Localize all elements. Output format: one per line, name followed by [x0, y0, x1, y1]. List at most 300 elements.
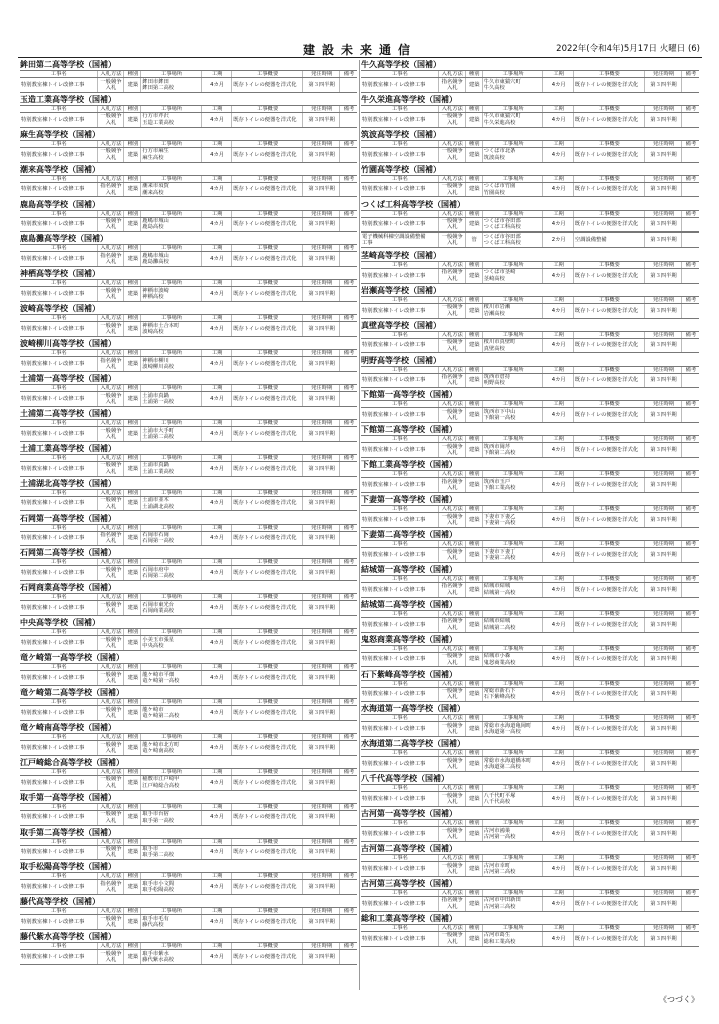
school-block: [361, 495, 699, 530]
cell-note: [340, 218, 357, 232]
cell-kind-text: 建築: [127, 570, 139, 577]
cell-place-text: 筑西市倉持 明野高校: [483, 374, 511, 387]
cell-period: [202, 357, 232, 371]
school-name: 古河第一高等学校（国補）: [361, 809, 457, 819]
cell-place: [483, 548, 544, 562]
cell-note: [682, 233, 699, 247]
cell-place-text: 石岡市石岡 石岡第一高校: [142, 532, 175, 545]
header-note: 備考: [685, 506, 697, 513]
table-row: [361, 338, 699, 354]
header-note: 備考: [685, 105, 697, 112]
cell-note: [682, 618, 699, 632]
header-name: 工事名: [361, 646, 439, 652]
cell-name: [361, 113, 439, 127]
header-time: 発注時期: [303, 629, 340, 635]
cell-period: [543, 792, 573, 806]
header-place: 工事場所: [483, 141, 544, 147]
school-block: [20, 200, 357, 235]
school-block: [20, 234, 357, 269]
cell-period: [543, 233, 573, 247]
school-block: [361, 251, 699, 286]
cell-period-text: 4カ月: [210, 709, 225, 716]
header-name: 工事名: [20, 385, 98, 391]
header-place: 工事場所: [141, 490, 202, 496]
header-place: 工事場所: [141, 525, 202, 531]
cell-period: [543, 897, 573, 911]
table-header: [20, 210, 357, 217]
cell-name: [361, 757, 439, 771]
school-block: [361, 774, 699, 809]
header-period: 工期: [202, 804, 232, 810]
school-name: 玉造工業高等学校（国補）: [20, 94, 116, 104]
cell-how-text: 一般競争 入札: [441, 653, 463, 666]
cell-summary: [232, 183, 303, 197]
cell-period-text: 4カ月: [210, 884, 225, 891]
cell-name-text: 特別教室棟トイレ改修工事: [362, 81, 426, 88]
cell-how-text: 一般競争 入札: [100, 915, 122, 929]
cell-how-text: 一般競争 入札: [441, 792, 463, 806]
header-note: 備考: [685, 645, 697, 652]
cell-how-text: 指名競争 入札: [441, 618, 463, 631]
cell-place-text: 石岡市東光台 石岡商業高校: [142, 601, 175, 615]
cell-place: [483, 792, 544, 806]
cell-period: [543, 688, 573, 702]
cell-time-text: 第３四半期: [650, 865, 677, 872]
header-kind: 種別: [466, 890, 483, 896]
table-header: [361, 140, 699, 147]
cell-summary: [574, 233, 645, 247]
table-row: [20, 879, 357, 895]
header-how: 入札方法: [439, 785, 466, 791]
cell-name: [20, 811, 98, 825]
cell-period: [543, 548, 573, 562]
cell-period: [202, 497, 232, 511]
header-summary: 工事概要: [574, 332, 645, 338]
cell-kind: [466, 583, 483, 597]
cell-note: [682, 78, 699, 92]
header-rule: [18, 57, 702, 58]
school-block: [361, 670, 699, 705]
table-header: [361, 175, 699, 182]
cell-place: [141, 427, 202, 441]
header-how: 入札方法: [98, 490, 125, 496]
header-summary: 工事概要: [232, 211, 303, 217]
cell-kind: [466, 269, 483, 283]
header-time: 発注時期: [645, 106, 682, 112]
header-summary: 工事概要: [574, 611, 645, 617]
cell-kind: [124, 392, 141, 406]
cell-note: [340, 811, 357, 825]
cell-time-text: 第３四半期: [650, 272, 677, 279]
cell-kind: [466, 374, 483, 388]
cell-period-text: 4カ月: [551, 377, 566, 384]
cell-time: [303, 741, 340, 755]
cell-name: [20, 671, 98, 685]
header-note: 備考: [343, 210, 355, 217]
cell-note: [682, 897, 699, 911]
table-row: [361, 112, 699, 128]
cell-period: [543, 269, 573, 283]
cell-kind: [124, 113, 141, 127]
table-row: [20, 251, 357, 267]
header-kind: 種別: [124, 141, 141, 147]
cell-summary-text: 既存トイレの便器を洋式化: [574, 621, 639, 628]
cell-how: [439, 827, 466, 841]
header-place: 工事場所: [141, 350, 202, 356]
header-how: 入札方法: [98, 908, 125, 914]
header-period: 工期: [202, 455, 232, 461]
header-place: 工事場所: [141, 839, 202, 845]
school-name: 土浦工業高等学校（国補）: [20, 443, 116, 453]
cell-time: [303, 148, 340, 162]
table-header: [20, 558, 357, 565]
cell-kind-text: 建築: [127, 674, 139, 681]
cell-period: [202, 811, 232, 825]
header-kind: 種別: [466, 541, 483, 547]
header-how: 入札方法: [98, 350, 125, 356]
school-name: つくば工科高等学校（国補）: [361, 199, 465, 209]
cell-note: [682, 269, 699, 283]
cell-kind: [124, 497, 141, 511]
school-block: [20, 269, 357, 304]
cell-summary-text: 既存トイレの便器を洋式化: [574, 307, 639, 314]
header-summary: 工事概要: [232, 629, 303, 635]
header-time: 発注時期: [645, 211, 682, 217]
cell-name-text: 特別教室棟トイレ改修工事: [362, 377, 426, 384]
header-kind: 種別: [466, 176, 483, 182]
school-block: [361, 95, 699, 130]
cell-note: [682, 653, 699, 667]
cell-place: [141, 322, 202, 336]
cell-name-text: 特別教室棟トイレ改修工事: [362, 412, 426, 419]
cell-time: [645, 408, 682, 422]
cell-time: [645, 304, 682, 318]
cell-how: [439, 932, 466, 946]
header-summary: 工事概要: [574, 211, 645, 217]
cell-place: [483, 148, 544, 162]
school-block: [20, 444, 357, 479]
header-note: 備考: [343, 943, 355, 950]
header-kind: 種別: [466, 71, 483, 77]
cell-summary: [574, 583, 645, 597]
cell-period: [543, 722, 573, 736]
header-name: 工事名: [20, 594, 98, 600]
cell-note: [340, 601, 357, 615]
cell-summary-text: 既存トイレの便器を洋式化: [233, 430, 297, 437]
cell-how: [98, 78, 125, 92]
header-period: 工期: [202, 699, 232, 705]
header-kind: 種別: [124, 804, 141, 810]
cell-place: [141, 183, 202, 197]
header-period: 工期: [543, 436, 573, 442]
cell-name: [20, 183, 98, 197]
cell-kind: [466, 722, 483, 736]
cell-time-text: 第３四半期: [650, 621, 677, 628]
cell-how: [98, 427, 125, 441]
school-name: 石岡第二高等学校（国補）: [20, 548, 116, 558]
cell-kind: [124, 706, 141, 720]
header-note: 備考: [685, 471, 697, 478]
cell-kind: [124, 741, 141, 755]
header-period: 工期: [202, 211, 232, 217]
cell-period: [543, 408, 573, 422]
cell-kind: [466, 653, 483, 667]
cell-kind-text: 建築: [468, 586, 480, 593]
header-place: 工事場所: [141, 699, 202, 705]
cell-time-text: 第３四半期: [308, 186, 335, 193]
cell-period: [543, 78, 573, 92]
cell-time-text: 第３四半期: [650, 830, 677, 837]
cell-time: [645, 932, 682, 946]
header-note: 備考: [343, 105, 355, 112]
cell-summary-text: 既存トイレの便器を洋式化: [574, 795, 639, 802]
header-kind: 種別: [124, 559, 141, 565]
cell-name: [20, 846, 98, 860]
cell-place-text: 鹿嶋市城山 鹿島灘高校: [142, 253, 169, 266]
header-name: 工事名: [361, 925, 439, 931]
header-period: 工期: [202, 71, 232, 77]
cell-place: [141, 218, 202, 232]
table-header: [361, 366, 699, 373]
header-time: 発注時期: [645, 332, 682, 338]
school-name: 土浦第二高等学校（国補）: [20, 408, 116, 418]
school-name: 総和工業高等学校（国補）: [361, 913, 457, 923]
cell-place-text: つくば市竹園 竹園高校: [483, 183, 516, 196]
cell-how-text: 指名競争 入札: [100, 532, 122, 545]
cell-kind: [466, 862, 483, 876]
cell-period: [543, 374, 573, 388]
header-period: 工期: [543, 541, 573, 547]
header-place: 工事場所: [483, 750, 544, 756]
header-time: 発注時期: [645, 785, 682, 791]
header-name: 工事名: [361, 106, 439, 112]
header-kind: 種別: [466, 367, 483, 373]
header-name: 工事名: [361, 471, 439, 477]
header-how: 入札方法: [98, 699, 125, 705]
cell-kind: [124, 532, 141, 546]
cell-place: [141, 357, 202, 371]
cell-period: [543, 304, 573, 318]
cell-kind: [466, 78, 483, 92]
header-period: 工期: [543, 750, 573, 756]
cell-place-text: 八千代町平塚 八千代高校: [483, 792, 516, 806]
school-name: 鉾田第二高等学校（国補）: [20, 60, 116, 69]
cell-kind: [466, 932, 483, 946]
cell-summary: [574, 653, 645, 667]
header-how: 入札方法: [98, 664, 125, 670]
cell-note: [682, 722, 699, 736]
school-block: [20, 897, 357, 932]
header-how: 入札方法: [439, 715, 466, 721]
cell-name-text: 特別教室棟トイレ改修工事: [362, 272, 426, 279]
cell-summary-text: 既存トイレの便器を洋式化: [233, 884, 297, 891]
header-time: 発注時期: [645, 506, 682, 512]
header-place: 工事場所: [141, 943, 202, 949]
cell-kind-text: 建築: [127, 465, 139, 472]
header-time: 発注時期: [303, 106, 340, 112]
cell-place: [141, 776, 202, 790]
table-header: [361, 854, 699, 861]
cell-how: [98, 532, 125, 546]
cell-summary-text: 既存トイレの便器を洋式化: [574, 761, 639, 768]
cell-place-text: 鉾田市鉾田 鉾田第二高校: [142, 78, 175, 91]
header-how: 入札方法: [439, 855, 466, 861]
header-kind: 種別: [466, 820, 483, 826]
header-period: 工期: [543, 176, 573, 182]
cell-name-text: 特別教室棟トイレ改修工事: [21, 81, 85, 88]
cell-period-text: 4カ月: [551, 81, 566, 88]
header-name: 工事名: [20, 71, 98, 77]
cell-summary: [574, 548, 645, 562]
cell-time-text: 第３四半期: [308, 81, 335, 88]
cell-how-text: 一般競争 入札: [441, 443, 463, 457]
table-row: [20, 321, 357, 337]
cell-place-text: 古河市鴻巣 古河第一高校: [483, 827, 516, 840]
cell-time: [645, 653, 682, 667]
cell-how: [98, 950, 125, 964]
table-row: [361, 687, 699, 703]
header-name: 工事名: [361, 401, 439, 407]
cell-kind-text: 建築: [468, 116, 480, 123]
cell-summary: [574, 148, 645, 162]
cell-name: [20, 636, 98, 650]
cell-note: [340, 427, 357, 441]
cell-period: [543, 148, 573, 162]
table-header: [361, 784, 699, 791]
school-block: [361, 739, 699, 774]
cell-name: [20, 706, 98, 720]
header-kind: 種別: [466, 506, 483, 512]
cell-how-text: 指名競争 入札: [100, 253, 122, 266]
cell-time-text: 第３四半期: [308, 221, 335, 228]
table-row: [361, 77, 699, 93]
cell-time: [303, 915, 340, 929]
header-name: 工事名: [20, 420, 98, 426]
table-header: [20, 349, 357, 356]
header-kind: 種別: [124, 943, 141, 949]
school-name: 取手第一高等学校（国補）: [20, 792, 116, 802]
header-name: 工事名: [361, 541, 439, 547]
cell-summary-text: 既存トイレの便器を洋式化: [233, 395, 297, 402]
cell-how-text: 一般競争 入札: [441, 827, 463, 840]
cell-how-text: 一般競争 入札: [100, 601, 122, 615]
header-kind: 種別: [124, 699, 141, 705]
cell-summary: [574, 374, 645, 388]
cell-summary: [232, 880, 303, 894]
cell-kind: [466, 827, 483, 841]
cell-summary: [574, 408, 645, 422]
cell-time-text: 第３四半期: [308, 325, 335, 332]
cell-note: [340, 78, 357, 92]
cell-time-text: 第３四半期: [308, 884, 335, 891]
header-kind: 種別: [124, 385, 141, 391]
header-note: 備考: [343, 803, 355, 810]
cell-name: [20, 252, 98, 266]
cell-name-text: 特別教室棟トイレ改修工事: [362, 900, 426, 907]
cell-time: [645, 269, 682, 283]
cell-period: [202, 183, 232, 197]
cell-summary: [574, 827, 645, 841]
cell-place-text: 結城市小森 鬼怒商業高校: [483, 653, 516, 666]
table-header: [20, 628, 357, 635]
table-row: [20, 391, 357, 407]
cell-how: [98, 566, 125, 580]
table-header: [20, 384, 357, 391]
header-place: 工事場所: [141, 734, 202, 740]
table-row: [361, 303, 699, 319]
cell-how-text: 一般競争 入札: [100, 741, 122, 754]
cell-place-text: 筑西市下中山 下館第一高校: [483, 409, 516, 422]
header-how: 入札方法: [439, 471, 466, 477]
school-name: 藤代高等学校（国補）: [20, 897, 100, 907]
cell-name-text: 特別教室棟トイレ改修工事: [21, 640, 85, 646]
table-header: [20, 593, 357, 600]
cell-time: [303, 218, 340, 232]
cell-place-text: 桜川市真壁町 真壁高校: [483, 339, 516, 352]
school-name: 石岡商業高等学校（国補）: [20, 583, 116, 593]
table-header: [20, 803, 357, 810]
header-kind: 種別: [466, 211, 483, 217]
header-place: 工事場所: [483, 646, 544, 652]
cell-time-text: 第３四半期: [650, 81, 677, 88]
cell-period-text: 4カ月: [551, 935, 566, 942]
header-place: 工事場所: [483, 611, 544, 617]
header-how: 入札方法: [439, 211, 466, 217]
cell-place: [483, 304, 544, 318]
cell-kind: [124, 601, 141, 615]
school-block: [361, 600, 699, 635]
cell-summary-text: 空調設備整備: [574, 237, 607, 244]
school-block: [20, 723, 357, 758]
cell-period: [202, 322, 232, 336]
cell-period-text: 4カ月: [210, 465, 225, 472]
header-how: 入札方法: [439, 541, 466, 547]
header-note: 備考: [343, 559, 355, 566]
cell-time: [645, 513, 682, 527]
cell-time: [645, 233, 682, 247]
cell-period: [202, 113, 232, 127]
cell-how: [439, 513, 466, 527]
school-name: 潮来高等学校（国補）: [20, 164, 100, 174]
header-how: 入札方法: [439, 141, 466, 147]
header-time: 発注時期: [303, 315, 340, 321]
cell-time-text: 第３四半期: [308, 919, 335, 926]
cell-name-text: 特別教室棟トイレ改修工事: [21, 256, 85, 263]
table-row: [361, 147, 699, 163]
header-time: 発注時期: [303, 699, 340, 705]
header-summary: 工事概要: [232, 385, 303, 391]
cell-how: [439, 897, 466, 911]
header-period: 工期: [202, 141, 232, 147]
header-kind: 種別: [124, 839, 141, 845]
cell-name-text: 特別教室棟トイレ改修工事: [362, 481, 426, 488]
cell-name: [20, 880, 98, 894]
cell-summary: [574, 218, 645, 232]
cell-summary-text: 既存トイレの便器を洋式化: [574, 691, 639, 698]
cell-place-text: 牛久市東猯穴町 牛久高校: [483, 78, 521, 91]
school-name: 牛久栄進高等学校（国補）: [361, 94, 457, 104]
header-name: 工事名: [361, 820, 439, 826]
header-summary: 工事概要: [232, 664, 303, 670]
cell-period-text: 4カ月: [551, 116, 566, 123]
cell-period-text: 4カ月: [551, 761, 566, 768]
header-note: 備考: [343, 699, 355, 706]
cell-name-text: 特別教室棟トイレ改修工事: [21, 744, 85, 751]
table-row: [20, 914, 357, 930]
header-name: 工事名: [20, 734, 98, 740]
cell-how: [439, 862, 466, 876]
header-kind: 種別: [124, 594, 141, 600]
